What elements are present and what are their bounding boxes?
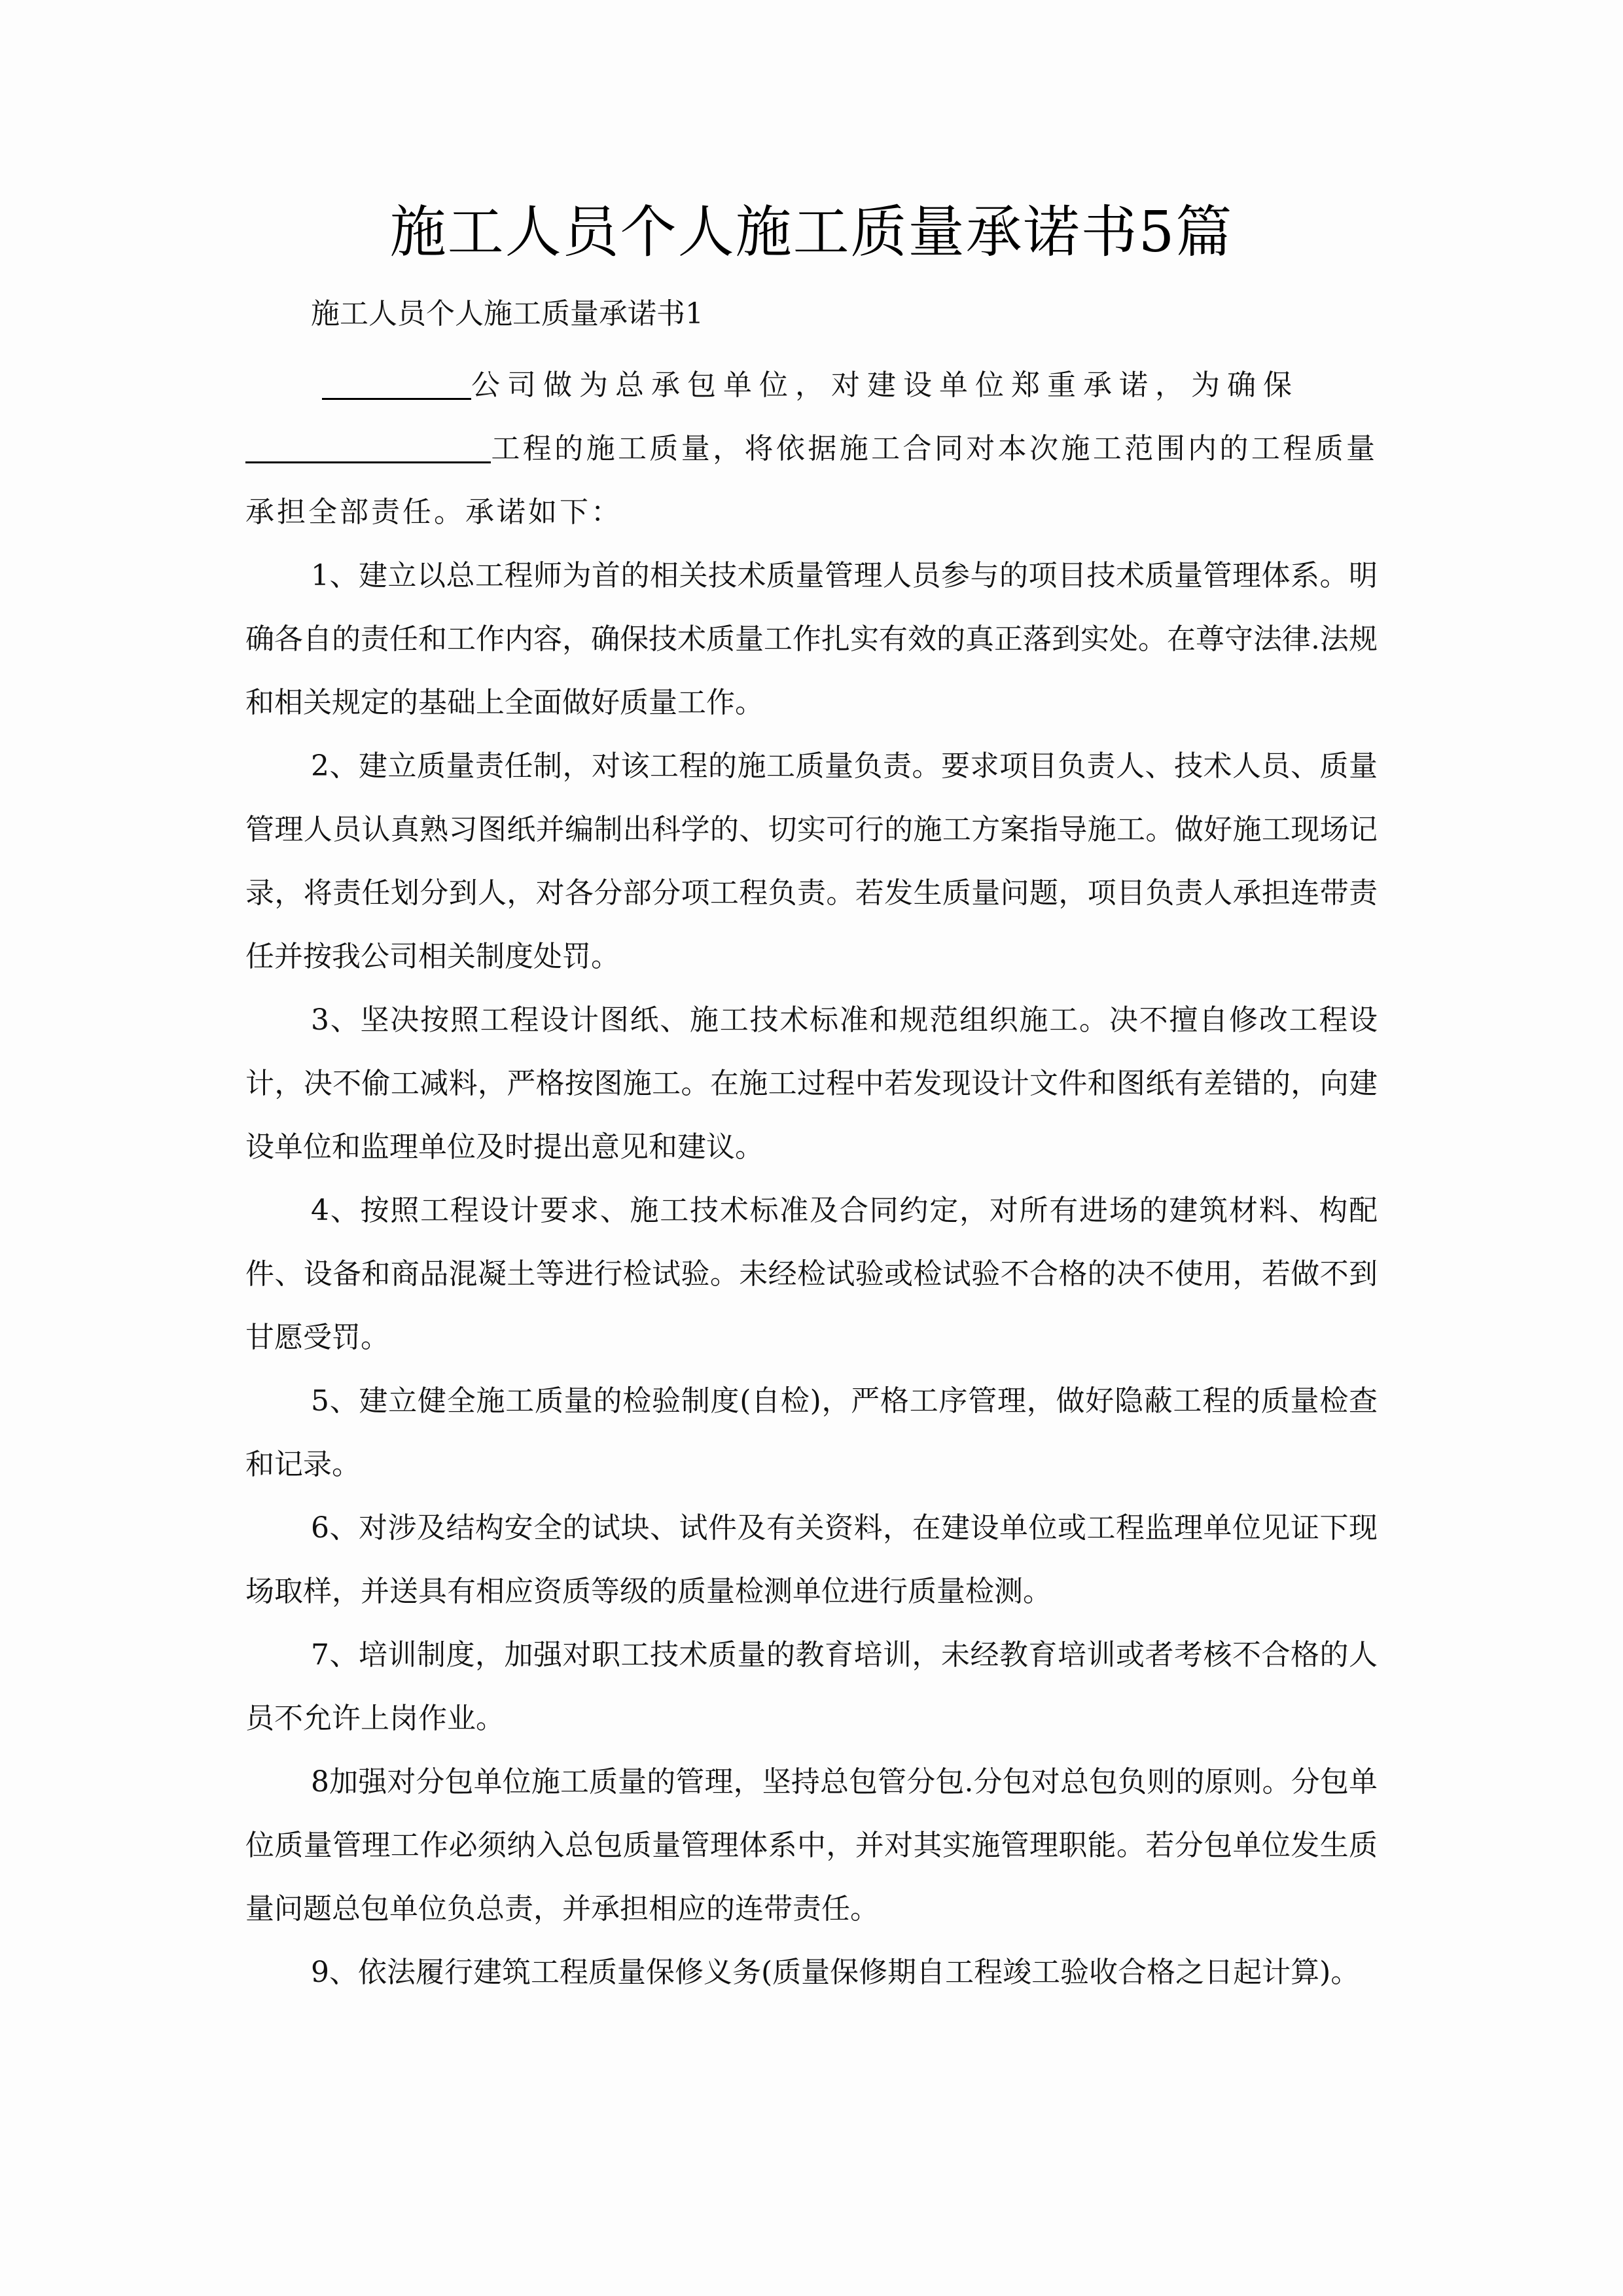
commitment-item-5: 5、建立健全施工质量的检验制度(自检)，严格工序管理，做好隐蔽工程的质量检查和记录。 [245,1384,1378,1481]
commitment-item-4: 4、按照工程设计要求、施工技术标准及合同约定，对所有进场的建筑材料、构配件、设备和商品混凝土等进行检试验。未经检试验或检试验不合格的决不使用，若做不到甘愿受罚。 [245,1194,1378,1354]
commitment-item-2: 2、建立质量责任制，对该工程的施工质量负责。要求项目负责人、技术人员、质量管理人员认真熟习图纸并编制出科学的、切实可行的施工方案指导施工。做好施工现场记录，将责任划分到人，对各分部分项工程负责。若发生质量问题，项目负责人承担连带责任并按我公司相关制度处罚。 [245,749,1378,973]
document-body [245,353,1378,2004]
commitment-item-9: 9、依法履行建筑工程质量保修义务(质量保修期自工程竣工验收合格之日起计算)。 [311,1956,1360,1989]
commitment-item-6: 6、对涉及结构安全的试块、试件及有关资料，在建设单位或工程监理单位见证下现场取样，并送具有相应资质等级的质量检测单位进行质量检测。 [245,1511,1378,1608]
commitment-item-7: 7、培训制度，加强对职工技术质量的教育培训，未经教育培训或者考核不合格的人员不允许上岗作业。 [245,1638,1378,1735]
project-name-blank [245,429,491,463]
commitment-item-3: 3、坚决按照工程设计图纸、施工技术标准和规范组织施工。决不擅自修改工程设计，决不偷工减料，严格按图施工。在施工过程中若发现设计文件和图纸有差错的，向建设单位和监理单位及时提出意见和建议。 [245,1003,1378,1164]
commitment-item-8: 8加强对分包单位施工质量的管理，坚持总包管分包.分包对总包负则的原则。分包单位质量管理工作必须纳入总包质量管理体系中，并对其实施管理职能。若分包单位发生质量问题总包单位负总责，并承担相应的连带责任。 [245,1765,1378,1926]
intro-line2-text: 工程的施工质量，将依据施工合同对本次施工范围内的工程质量承担全部责任。承诺如下： [245,432,1378,529]
commitment-item-1: 1、建立以总工程师为首的相关技术质量管理人员参与的项目技术质量管理体系。明确各自的责任和工作内容，确保技术质量工作扎实有效的真正落到实处。在尊守法律.法规和相关规定的基础上全面做好质量工作。 [245,559,1378,719]
document-title: 施工人员个人施工质量承诺书5篇 [389,200,1234,265]
intro-paragraph [245,353,1378,544]
intro-rest [245,417,1378,544]
intro-line1-text: 公司做为总承包单位，对建设单位郑重承诺，为确保 [471,368,1299,402]
section-subtitle: 施工人员个人施工质量承诺书1 [311,297,704,331]
company-name-blank [322,365,471,400]
intro-first-line [245,353,1378,417]
